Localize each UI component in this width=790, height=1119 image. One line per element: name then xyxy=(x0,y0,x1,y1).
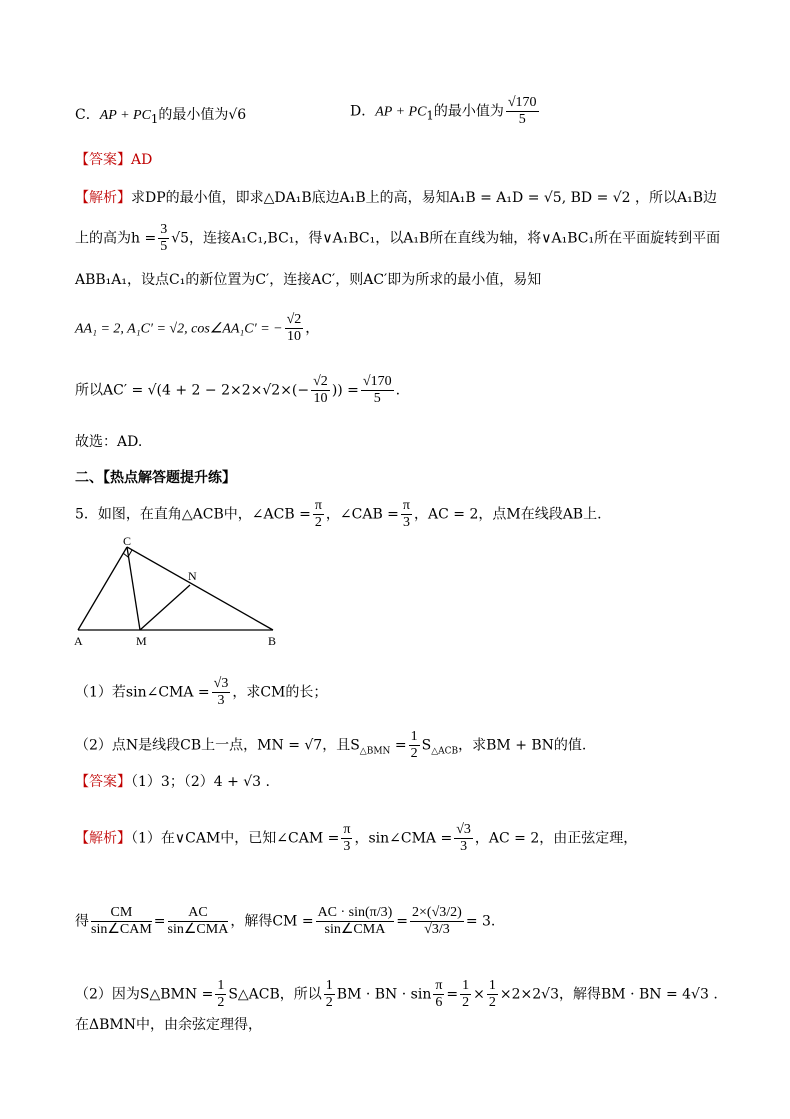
analysis-1-text-2a: 上的高为h = xyxy=(75,230,157,247)
option-d-suffix: 的最小值为 xyxy=(433,103,504,120)
frac-num: 1 xyxy=(325,978,333,993)
analysis-2-text-3a: （2）因为S△BMN = xyxy=(75,986,214,1003)
q5-2-text-b: = xyxy=(390,737,407,754)
frac-num: 1 xyxy=(462,978,470,993)
analysis-1-frac-b xyxy=(361,374,394,407)
triangle-figure xyxy=(70,535,290,650)
analysis-1-line-2 xyxy=(75,222,720,255)
analysis-2-frac-8 xyxy=(324,978,335,1011)
option-c-value: √6 xyxy=(228,107,247,123)
frac-num: 1 xyxy=(217,978,225,993)
answer-1-tag: 【答案】 xyxy=(75,152,131,168)
frac-num: √2 xyxy=(286,312,302,327)
section-title-text: 二、【热点解答题提升练】 xyxy=(75,470,236,486)
frac-num: 2×(√3/2) xyxy=(412,905,462,920)
analysis-2-frac-3 xyxy=(91,905,152,938)
q5-text-c: ，AC = 2，点M在线段AB上. xyxy=(414,506,602,523)
frac-den: 10 xyxy=(286,329,301,344)
frac-den: 2 xyxy=(325,995,333,1010)
analysis-2-text-2c: = 3. xyxy=(465,913,496,930)
q5-2-text-a: （2）点N是线段CB上一点，MN = √7，且S xyxy=(75,737,360,754)
frac-den: sin∠CMA xyxy=(167,922,229,937)
q5-2-sub-1: △BMN xyxy=(359,746,391,757)
analysis-2-text-1a: （1）在∨CAM中，已知∠CAM = xyxy=(131,830,340,847)
option-d-fraction xyxy=(506,95,539,128)
label-b: B xyxy=(268,634,277,648)
frac-den: 2 xyxy=(410,746,418,761)
label-m: M xyxy=(136,634,147,648)
frac-num: √3 xyxy=(456,822,471,837)
analysis-1-text-6: 故选：AD. xyxy=(75,434,143,450)
frac-den: 2 xyxy=(217,995,225,1010)
analysis-2-frac-11 xyxy=(487,978,498,1011)
analysis-2-text-4: 在ΔBMN中，由余弦定理得， xyxy=(75,1017,262,1033)
option-c-expr: AP + PC xyxy=(99,108,151,123)
analysis-2-text-1c: ，AC = 2，由正弦定理， xyxy=(474,830,638,847)
frac-den: 2 xyxy=(488,995,496,1010)
analysis-2-frac-10 xyxy=(460,978,471,1011)
section-title xyxy=(75,468,236,488)
q5-frac-1 xyxy=(313,498,324,531)
frac-den: 3 xyxy=(402,515,410,530)
analysis-1-frac-cos xyxy=(285,312,304,345)
option-d-sub: 1 xyxy=(426,108,434,123)
segment-ac xyxy=(78,547,127,630)
analysis-2-frac-7 xyxy=(215,978,226,1011)
analysis-2-text-3f: ×2×2√3，解得BM · BN = 4√3 . xyxy=(499,986,718,1003)
frac-num: AC · sin(π/3) xyxy=(317,905,393,920)
q5-part-1 xyxy=(75,676,327,709)
analysis-2-line-2 xyxy=(75,905,495,938)
frac-den: 10 xyxy=(313,391,328,406)
option-d-num: √170 xyxy=(507,95,537,110)
times: × xyxy=(473,986,485,1003)
analysis-1-text-5a: 所以AC′ = √(4 + 2 − 2×2×√2×(− xyxy=(75,382,310,399)
analysis-1-text-4b: ， xyxy=(305,320,320,337)
frac-den: sin∠CMA xyxy=(324,922,386,937)
analysis-2-text-3b: S△ACB，所以 xyxy=(228,986,322,1003)
analysis-2-frac-2 xyxy=(454,822,473,855)
frac-den: sin∠CAM xyxy=(91,922,152,937)
question-5 xyxy=(75,498,602,531)
frac-num: π xyxy=(314,498,322,513)
analysis-2-text-1b: ，sin∠CMA = xyxy=(354,830,453,847)
q5-1-text-a: （1）若sin∠CMA = xyxy=(75,684,210,701)
analysis-2-text-2b: ，解得CM = xyxy=(230,913,314,930)
answer-2-text: （1）3；（2）4 + √3 . xyxy=(131,774,270,790)
segment-cm xyxy=(127,547,140,630)
analysis-2-line-4 xyxy=(75,1015,262,1035)
q5-frac-2 xyxy=(401,498,412,531)
frac-num: 3 xyxy=(160,222,168,237)
q5-1-text-b: ，求CM的长； xyxy=(232,684,328,701)
frac-den: 5 xyxy=(373,391,381,406)
option-d-expr: AP + PC xyxy=(375,104,427,120)
analysis-2-frac-5 xyxy=(316,905,395,938)
frac-den: 3 xyxy=(343,839,351,854)
analysis-2-text-3c: BM · BN · sin xyxy=(336,986,432,1003)
option-d xyxy=(350,95,541,128)
q5-2-frac xyxy=(409,729,420,762)
analysis-2-frac-1 xyxy=(341,822,352,855)
frac-num: π xyxy=(435,978,443,993)
frac-num: √2 xyxy=(313,374,328,389)
analysis-1-line-5: 所以AC′ = √(4 + 2 − 2×2×√2×(− $\frac{√2}{10}$ )) = $\frac{√170}{5}$ . xyxy=(75,374,401,406)
analysis-1-text-4a: AA₁ = 2, A₁C′ = √2, cos∠AA₁C′ = − xyxy=(75,321,283,337)
analysis-1-text-3: ABB₁A₁，设点C₁的新位置为C′，连接AC′，则AC′即为所求的最小值，易知 xyxy=(75,272,542,288)
option-d-den: 5 xyxy=(518,112,526,127)
q5-2-text-c: S xyxy=(421,737,432,754)
q5-2-text-d: ，求BM + BN的值. xyxy=(458,737,587,754)
answer-2 xyxy=(75,772,270,792)
analysis-1-text-5b: )) = xyxy=(331,382,359,399)
frac-num: 1 xyxy=(488,978,496,993)
answer-1 xyxy=(75,150,152,170)
analysis-1-frac-h xyxy=(158,222,169,255)
analysis-2-tag: 【解析】 xyxy=(75,830,131,847)
label-n: N xyxy=(188,569,197,583)
analysis-1-text-2b: √5，连接A₁C₁,BC₁，得∨A₁BC₁，以A₁B所在直线为轴，将∨A₁BC₁所在平面旋转到平面 xyxy=(171,230,721,247)
answer-1-text: AD xyxy=(131,152,153,168)
frac-den: √3/3 xyxy=(424,922,450,937)
frac-num: AC xyxy=(168,905,229,922)
label-c: C xyxy=(123,535,132,548)
segment-cb xyxy=(127,547,273,630)
analysis-2-line-1 xyxy=(75,822,637,855)
frac-num: π xyxy=(402,498,410,513)
analysis-2-frac-4 xyxy=(168,905,229,938)
option-c-sub: 1 xyxy=(150,111,159,126)
frac-den: 3 xyxy=(217,693,225,708)
frac-num: √3 xyxy=(213,676,229,691)
analysis-1-text-1: 求DP的最小值，即求△DA₁B底边A₁B上的高，易知A₁B = A₁D = √5, BD = √2 ，所以A₁B边 xyxy=(131,190,718,206)
analysis-2-frac-6 xyxy=(410,905,464,938)
answer-2-tag: 【答案】 xyxy=(75,774,131,790)
q5-part-2 xyxy=(75,729,586,762)
option-c xyxy=(75,105,246,129)
equals: = xyxy=(153,913,166,930)
q5-text-b: ，∠CAB = xyxy=(325,506,399,523)
frac-num: 1 xyxy=(410,729,418,744)
option-c-suffix: 的最小值为 xyxy=(158,107,229,123)
analysis-2-line-3 xyxy=(75,978,718,1011)
option-c-label: C． xyxy=(75,107,100,123)
analysis-2-frac-9 xyxy=(433,978,444,1011)
analysis-1-line-3 xyxy=(75,270,541,290)
equals: = xyxy=(396,913,409,930)
analysis-1-frac-a xyxy=(311,374,330,407)
segment-mn xyxy=(140,585,190,630)
frac-den: 6 xyxy=(435,995,443,1010)
frac-den: 5 xyxy=(160,239,168,254)
q5-text-a: 5．如图，在直角△ACB中，∠ACB = xyxy=(75,506,311,523)
analysis-2-text-2a: 得 xyxy=(75,913,89,930)
analysis-1-line-6 xyxy=(75,432,142,452)
label-a: A xyxy=(74,634,83,648)
frac-den: 2 xyxy=(314,515,322,530)
analysis-1-line-4 xyxy=(75,312,319,345)
analysis-1-tag: 【解析】 xyxy=(75,190,131,206)
frac-den: 3 xyxy=(460,839,468,854)
frac-num: √170 xyxy=(362,374,392,389)
option-d-label: D． xyxy=(350,103,376,120)
analysis-1-line-1 xyxy=(75,188,717,208)
q5-2-sub-2: △ACB xyxy=(431,746,459,757)
frac-den: 2 xyxy=(462,995,470,1010)
equals: = xyxy=(446,986,459,1003)
frac-num: π xyxy=(343,822,351,837)
q5-1-frac xyxy=(212,676,231,709)
frac-num: CM xyxy=(91,905,152,922)
